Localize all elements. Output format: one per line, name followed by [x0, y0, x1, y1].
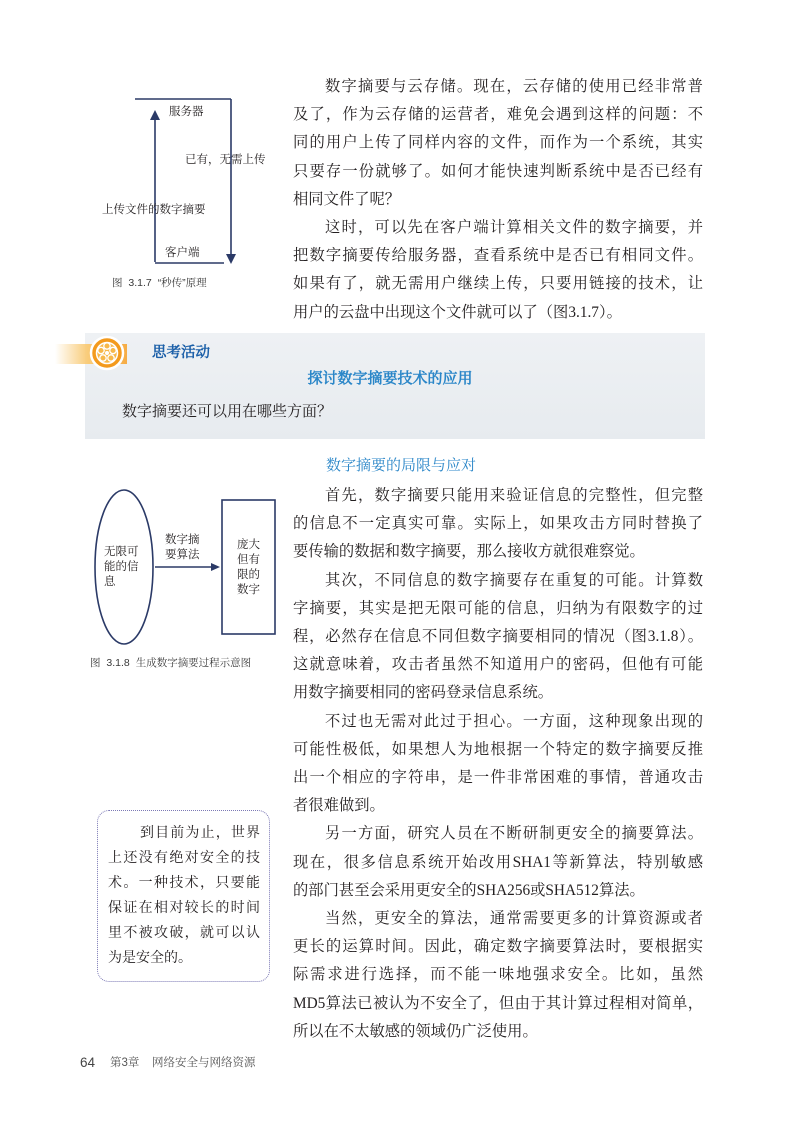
paragraph-line: 另一方面，研究人员在不断研制更安全的摘要算法。 — [325, 825, 703, 843]
paragraph-line: 出一个相应的字符串，是一件非常困难的事情，普通攻击 — [293, 769, 703, 787]
cloud-storage-section — [293, 72, 703, 327]
digest-algorithm-label — [165, 533, 200, 563]
paragraph-line: 所以在不太敏感的领域仍广泛使用。 — [293, 1022, 538, 1040]
figure-caption: 图 3.1.8 生成数字摘要过程示意图 — [90, 657, 252, 669]
thinking-activity-title: 探讨数字摘要技术的应用 — [307, 370, 473, 387]
section-heading: 数字摘要的局限与应对 — [326, 457, 477, 474]
paragraph-line: 更长的运算时间。因此，确定数字摘要算法时，要根据实 — [293, 938, 703, 956]
already-exists-arrow — [226, 99, 236, 264]
paragraph-line: 程，必然存在信息不同但数字摘要相同的情况（图3.1.8）。 — [293, 628, 703, 646]
paragraph-text: 现在，云存储的使用已经非常普 — [473, 78, 703, 95]
paragraph-line: 其次，不同信息的数字摘要存在重复的可能。计算数 — [325, 571, 703, 589]
paragraph-line: 及了，作为云存储的运营者，难免会遇到这样的问题：不 — [293, 106, 703, 124]
label-line: 数字 — [237, 584, 260, 596]
already-exists-label: 已有，无需上传 — [185, 154, 266, 166]
paragraph-line: 首先，数字摘要只能用来验证信息的完整性，但完整 — [325, 487, 703, 504]
paragraph-line: 相同文件了呢？ — [293, 190, 401, 208]
label-line: 要算法 — [165, 549, 200, 561]
paragraph-line: 际需求进行选择，而不能一味地强求安全。比如，虽然 — [293, 966, 703, 984]
finite-digest-label — [222, 538, 275, 598]
label-line: 庞大 — [237, 539, 260, 551]
side-note-line: 上还没有绝对安全的技 — [108, 850, 260, 866]
figure-caption: 图 3.1.7 “秒传”原理 — [112, 277, 207, 289]
lead-in-title: 数字摘要与云存储。 — [325, 77, 474, 95]
client-label: 客户端 — [165, 247, 200, 259]
label-line: 但有 — [237, 554, 260, 566]
label-line: 数字摘 — [165, 534, 200, 546]
paragraph-line: 现在，很多信息系统开始改用SHA1等新算法，特别敏感 — [293, 853, 703, 871]
thinking-activity-question: 数字摘要还可以用在哪些方面？ — [122, 402, 333, 420]
label-line: 限的 — [237, 569, 260, 581]
infinite-information-label — [104, 545, 139, 590]
page-number: 64 — [80, 1055, 96, 1070]
digest-algorithm-arrow — [155, 563, 220, 571]
thinking-activity-box — [85, 333, 705, 439]
paragraph-line: 要传输的数据和数字摘要，那么接收方就很难察觉。 — [293, 543, 645, 561]
paragraph-line: 不过也无需对此过于担心。一方面，这种现象出现的 — [325, 712, 703, 730]
paragraph-line: 当然，更安全的算法，通常需要更多的计算资源或者 — [325, 910, 703, 928]
paragraph-line: 的部门甚至会采用更安全的SHA256或SHA512算法。 — [293, 881, 645, 899]
paragraph-line: MD5算法已被认为不安全了，但由于其计算过程相对简单， — [293, 994, 703, 1012]
thinking-activity-label: 思考活动 — [152, 345, 210, 361]
paragraph-line: 可能性极低，如果想人为地根据一个特定的数字摘要反推 — [293, 740, 703, 758]
side-note-line: 里不被攻破，就可以认 — [108, 925, 260, 941]
side-note-line: 到目前为止，世界 — [140, 825, 260, 841]
limitations-section — [293, 482, 703, 1046]
thinking-activity-icon — [89, 335, 125, 371]
label-line: 息 — [104, 576, 116, 588]
chapter-number: 第3章 — [110, 1057, 140, 1069]
upload-digest-label: 上传文件的数字摘要 — [102, 204, 206, 216]
paragraph-line: 如果有了，就无需用户继续上传，只要用链接的技术，让 — [293, 275, 703, 293]
side-note-line: 为是安全的。 — [108, 950, 192, 966]
paragraph-line — [293, 72, 703, 101]
label-line: 无限可 — [104, 546, 139, 558]
paragraph-line: 同的用户上传了同样内容的文件，而作为一个系统，其实 — [293, 134, 703, 152]
paragraph-line: 这时，可以先在客户端计算相关文件的数字摘要，并 — [325, 219, 703, 237]
paragraph-line: 字摘要，其实是把无限可能的信息，归纳为有限数字的过 — [293, 599, 703, 617]
paragraph-line: 用数字摘要相同的密码登录信息系统。 — [293, 684, 554, 702]
paragraph-line: 把数字摘要传给服务器，查看系统中是否已有相同文件。 — [293, 247, 703, 265]
upload-digest-arrow — [150, 110, 160, 262]
paragraph-line: 只要存一份就够了。如何才能快速判断系统中是否已经有 — [293, 162, 703, 180]
server-label: 服务器 — [169, 106, 204, 118]
side-note-box — [97, 810, 270, 982]
label-line: 能的信 — [104, 561, 139, 573]
paragraph-line: 这就意味着，攻击者虽然不知道用户的密码，但他有可能 — [293, 656, 703, 674]
paragraph-line: 者很难做到。 — [293, 797, 385, 815]
side-note-line: 保证在相对较长的时间 — [108, 900, 260, 916]
paragraph-line: 的信息不一定真实可靠。实际上，如果攻击方同时替换了 — [293, 515, 703, 533]
chapter-title: 网络安全与网络资源 — [152, 1057, 256, 1069]
side-note-line: 术。一种技术，只要能 — [108, 875, 260, 891]
paragraph-line: 用户的云盘中出现这个文件就可以了（图3.1.7）。 — [293, 303, 622, 321]
